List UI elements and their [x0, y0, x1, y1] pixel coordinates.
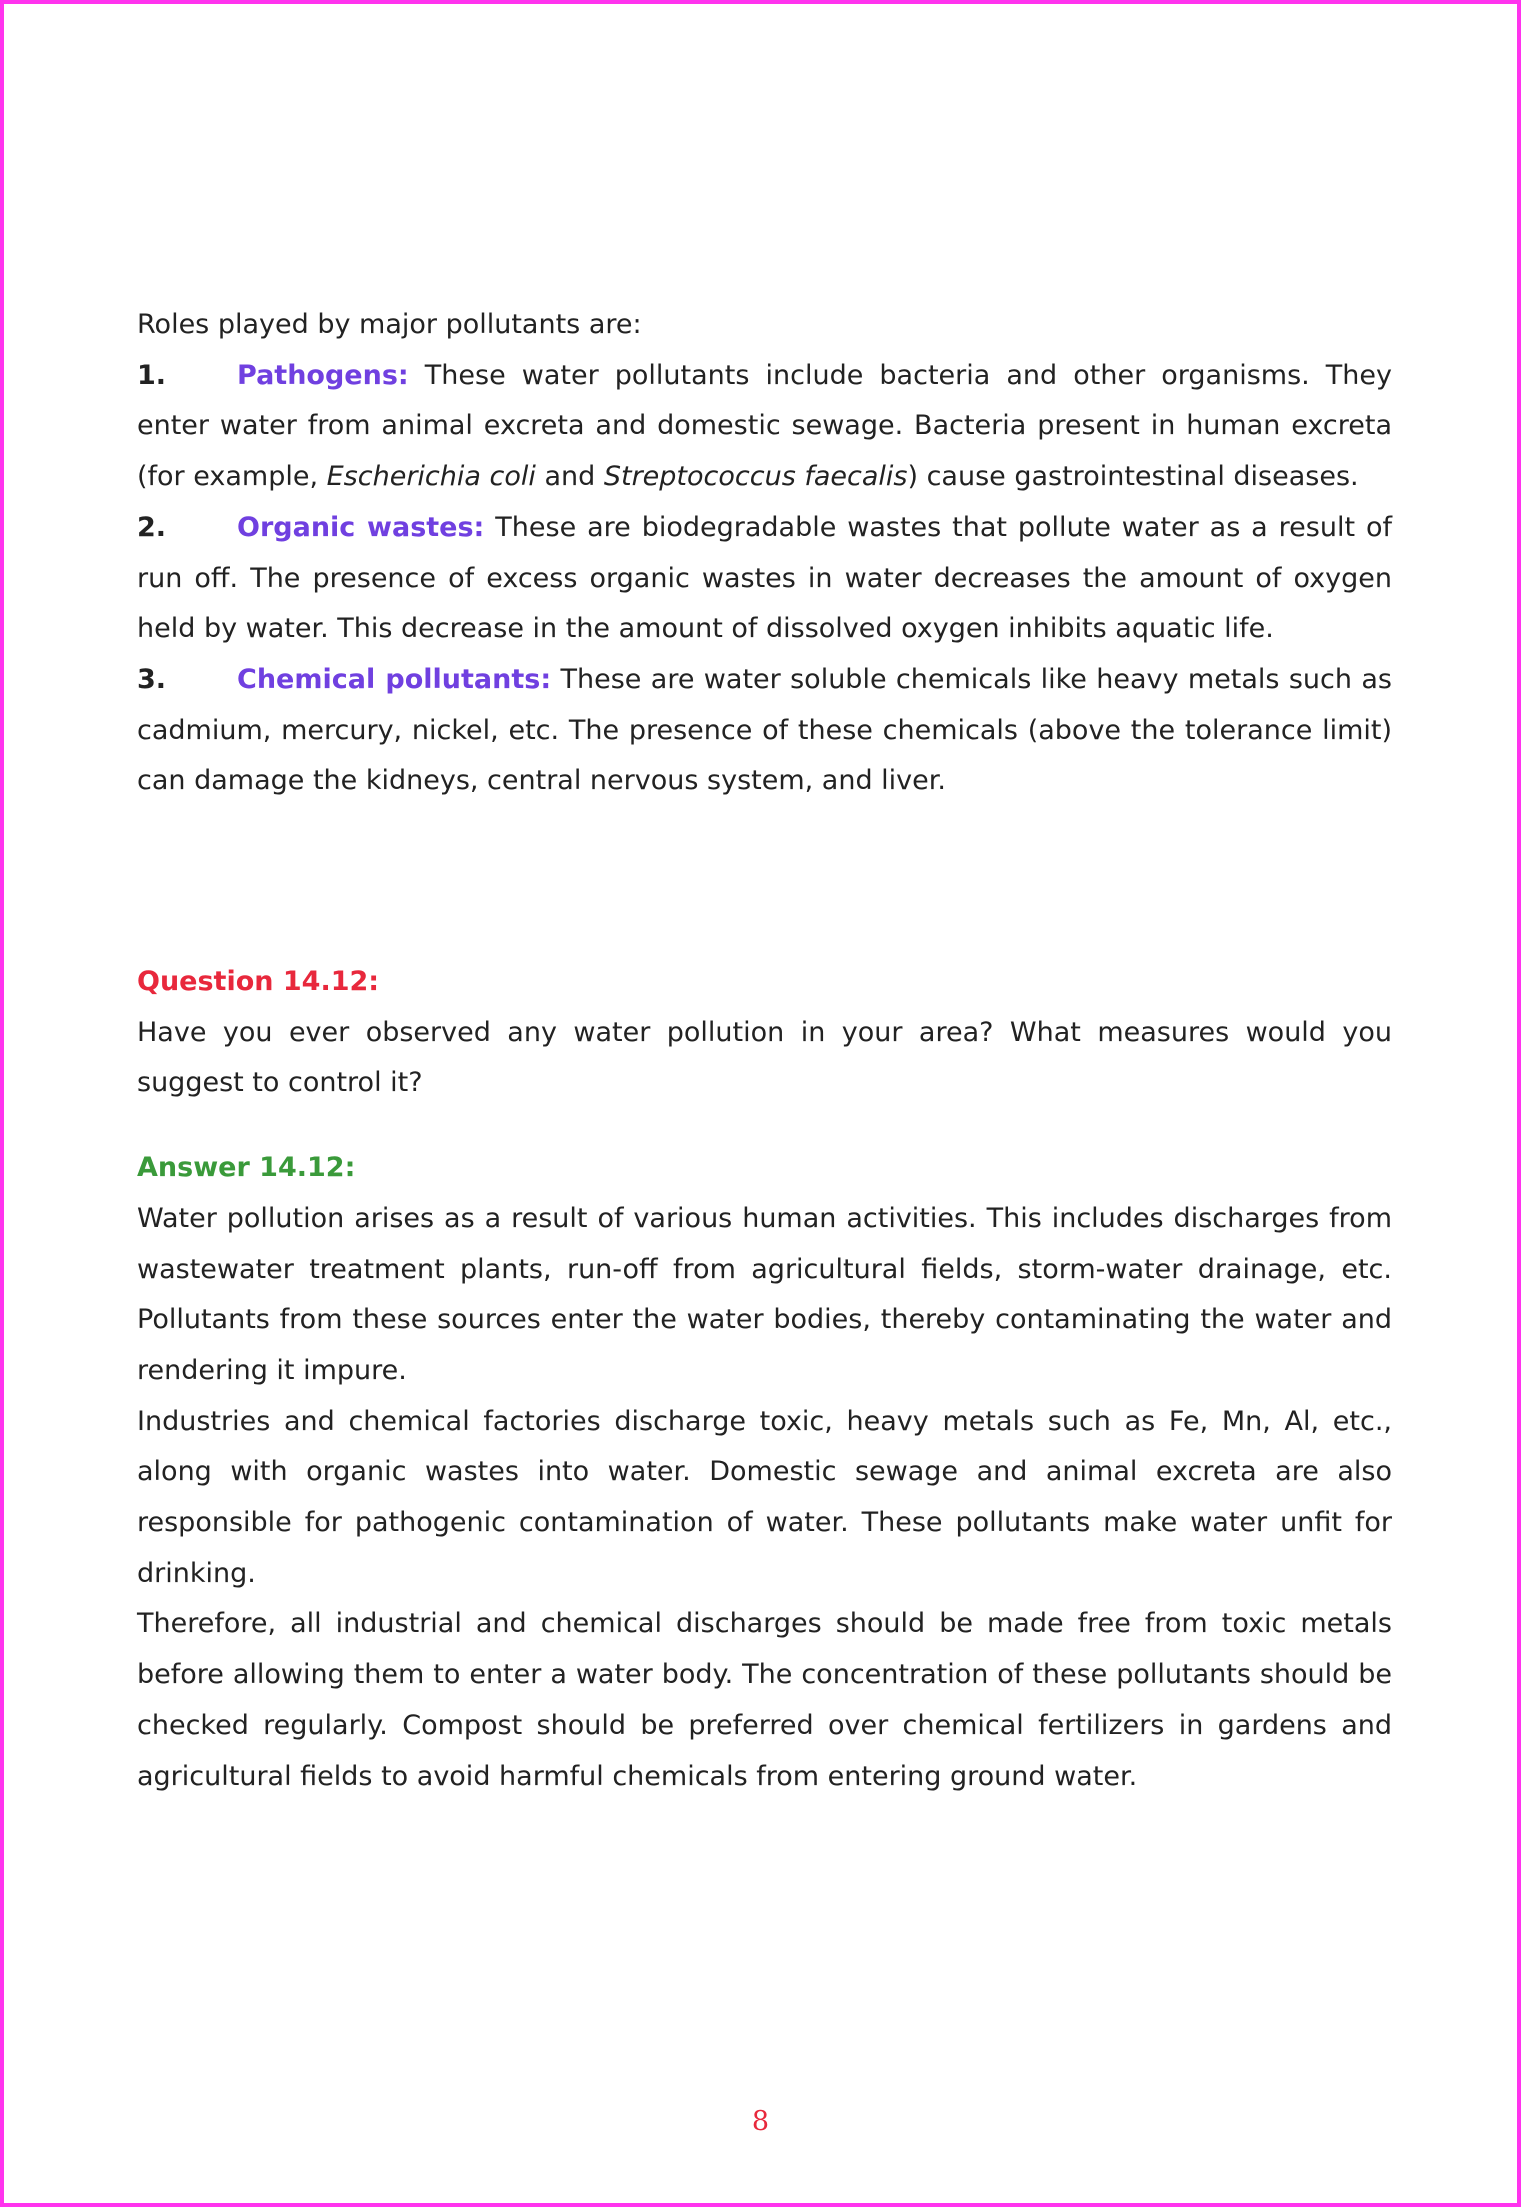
answer-paragraph: Water pollution arises as a result of various human activities. This includes discharges from wastewater treatment plants, run-off from agricultural fields, storm-water drainage, etc. Pollutants from these sources enter the water bodies, thereby contaminating the water and rendering it impure. — [137, 1202, 1392, 1386]
section-gap — [137, 807, 1392, 957]
item-text: These are biodegradable wastes that pollute water as a result of run off. The presence of excess organic wastes in water decreases the amount of oxygen held by water. This decrease in the amount of dissolved oxygen inhibits aquatic life. — [137, 511, 1392, 645]
content — [137, 300, 1392, 1802]
answer-paragraph: Industries and chemical factories discharge toxic, heavy metals such as Fe, Mn, Al, etc., along with organic wastes into water. Domestic sewage and animal excreta are also responsible for pathogenic contamination of water. These pollutants make water unfit for drinking. — [137, 1405, 1392, 1589]
list-item-chemical-pollutants — [137, 655, 1392, 807]
list-item-pathogens — [137, 351, 1392, 503]
item-text-c: ) cause gastrointestinal diseases. — [907, 461, 1359, 493]
item-number: 1. — [137, 359, 167, 391]
section-gap — [137, 1109, 1392, 1143]
item-term: Chemical pollutants: — [237, 663, 552, 695]
question-heading: Question 14.12: — [137, 966, 380, 998]
item-text-a: These water pollutants include bacteria and other organisms. They enter water from animal excreta and domestic sewage. Bacteria present in human excreta (for example, — [137, 359, 1392, 493]
page-number: 8 — [751, 2106, 770, 2137]
species-name: Streptococcus faecalis — [603, 461, 908, 493]
item-term: Organic wastes: — [237, 511, 485, 543]
item-term: Pathogens: — [237, 359, 409, 391]
item-text: These are water soluble chemicals like heavy metals such as cadmium, mercury, nickel, etc. The presence of these chemicals (above the tolerance limit) can damage the kidneys, central nervous system, and liver. — [137, 663, 1392, 797]
intro-text: Roles played by major pollutants are: — [137, 309, 642, 340]
question-text: Have you ever observed any water pollution in your area? What measures would you suggest to control it? — [137, 1016, 1392, 1099]
answer-heading: Answer 14.12: — [137, 1152, 356, 1184]
item-number: 2. — [137, 511, 167, 543]
species-name: Escherichia coli — [326, 461, 536, 493]
answer-paragraph: Therefore, all industrial and chemical discharges should be made free from toxic metals before allowing them to enter a water body. The concentration of these pollutants should be checked regularly. Compost should be preferred over chemical fertilizers in gardens and agricultural fields to avoid harmful chemicals from entering ground water. — [137, 1608, 1392, 1792]
item-text-b: and — [535, 461, 604, 493]
item-number: 3. — [137, 663, 167, 695]
list-item-organic-wastes — [137, 503, 1392, 655]
